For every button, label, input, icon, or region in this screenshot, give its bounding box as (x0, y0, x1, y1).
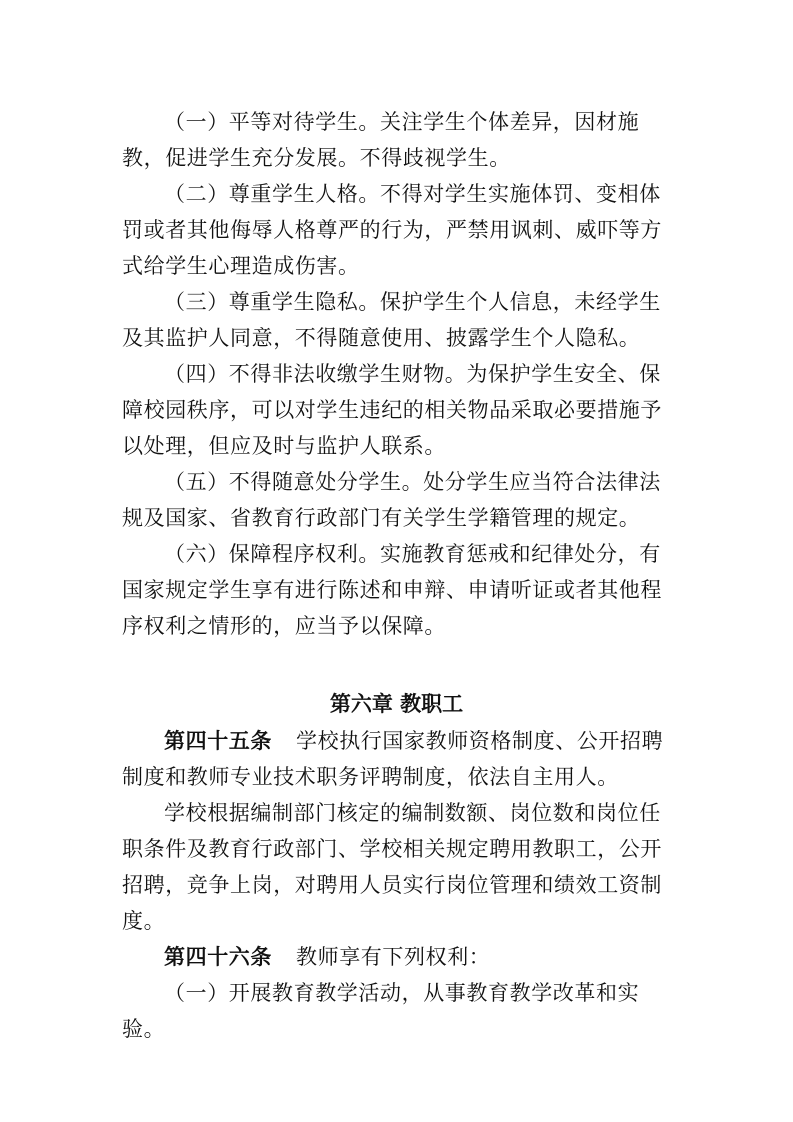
article-45-paragraph-2: 学校根据编制部门核定的编制数额、岗位数和岗位任职条件及教育行政部门、学校相关规定聘用教职工，公开招聘，竞争上岗，对聘用人员实行岗位管理和绩效工资制度。 (122, 801, 662, 933)
chapter-heading: 第六章 教职工 (329, 692, 464, 716)
paragraph-no-arbitrary-punishment: （五）不得随意处分学生。处分学生应当符合法律法规及国家、省教育行政部门有关学生学籍管理的规定。 (122, 470, 661, 530)
article-45-paragraph (122, 723, 674, 795)
article-45-label: 第四十五条 (164, 729, 272, 753)
paragraph-procedural-rights: （六）保障程序权利。实施教育惩戒和纪律处分，有国家规定学生享有进行陈述和申辩、申请听证或者其他程序权利之情形的，应当予以保障。 (122, 542, 662, 638)
paragraph-respect-dignity: （二）尊重学生人格。不得对学生实施体罚、变相体罚或者其他侮辱人格尊严的行为，严禁用讽刺、威吓等方式给学生心理造成伤害。 (122, 182, 662, 278)
article-46-label: 第四十六条 (164, 945, 272, 969)
article-46-item-1: （一）开展教育教学活动，从事教育教学改革和实验。 (122, 981, 640, 1041)
paragraph-no-confiscation: （四）不得非法收缴学生财物。为保护学生安全、保障校园秩序，可以对学生违纪的相关物品采取必要措施予以处理，但应及时与监护人联系。 (122, 362, 662, 458)
article-46-text: 教师享有下列权利： (296, 945, 491, 969)
paragraph-respect-privacy: （三）尊重学生隐私。保护学生个人信息，未经学生及其监护人同意，不得随意使用、披露学生个人隐私。 (122, 290, 661, 350)
article-46-paragraph (122, 939, 674, 975)
article-45-text: 学校执行国家教师资格制度、公开招聘制度和教师专业技术职务评聘制度，依法自主用人。 (122, 729, 664, 789)
paragraph-equal-treatment: （一）平等对待学生。关注学生个体差异，因材施教，促进学生充分发展。不得歧视学生。 (122, 110, 640, 170)
